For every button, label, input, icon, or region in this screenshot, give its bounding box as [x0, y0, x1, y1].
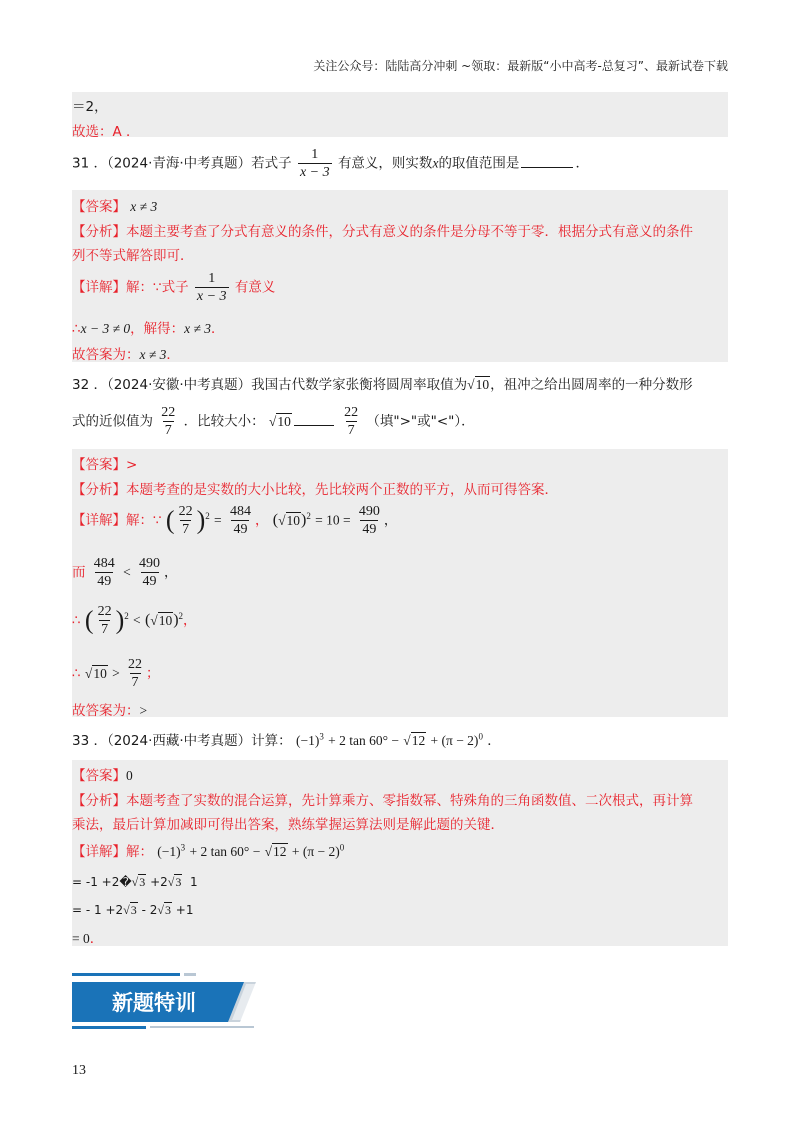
answer-value: 0 [126, 768, 133, 783]
answer-blank [294, 425, 334, 426]
paren: ) [173, 611, 179, 629]
garbled-glyph: � [119, 875, 132, 889]
exponent: 2 [178, 611, 184, 621]
paren: ( [272, 511, 279, 529]
exponent: 2 [205, 511, 210, 521]
section-banner [72, 970, 256, 1032]
radicand: 3 [139, 875, 146, 889]
greater-than: > [112, 665, 120, 681]
banner-top-line-short [184, 973, 196, 976]
frac-den: 7 [164, 423, 172, 438]
frac-num: 22 [97, 604, 112, 619]
q32-final [72, 699, 147, 719]
q31-number: 31 ．（2024·青海·中考真题）若式子 [72, 155, 292, 172]
q32-answer [72, 453, 137, 473]
exponent: 3 [180, 842, 186, 853]
final-label: 故答案为： [72, 703, 140, 719]
q33-answer [72, 764, 133, 784]
q33-step-3 [72, 927, 103, 947]
frac-num: 1 [208, 271, 216, 286]
q31-mid: 有意义，则实数 [337, 155, 433, 172]
semicolon: ； [146, 665, 160, 682]
equals: = 10 = [315, 512, 351, 528]
sqrt: √10 [467, 377, 490, 392]
paren: ( [165, 505, 175, 535]
q32-step-4 [72, 656, 160, 691]
frac-num: 490 [358, 504, 380, 519]
radicand: 12 [411, 733, 426, 748]
step-text: ，解得： [130, 321, 185, 337]
comma: ， [383, 512, 398, 529]
radicand: 10 [286, 512, 300, 528]
exponent: 2 [124, 611, 129, 621]
q32-l2-end: （填">"或"<"）． [366, 413, 475, 430]
exponent: 0 [339, 842, 345, 853]
q31-analysis-2 [72, 244, 194, 264]
q31-end: ． [575, 155, 589, 172]
banner-top-line [72, 973, 180, 976]
step-result: = 0 [72, 931, 90, 946]
frac-den: x − 3 [196, 289, 227, 304]
step-pre: 而 [72, 564, 86, 581]
q32-step-2 [72, 555, 178, 590]
radicand: 3 [175, 875, 182, 889]
analysis-tag: 【分析】 [72, 224, 126, 240]
answer-blank [521, 167, 573, 168]
frac-num: 490 [139, 556, 161, 571]
comma: ， [164, 564, 178, 581]
fraction [92, 555, 117, 590]
radicand: 10 [93, 665, 107, 681]
sqrt: √12 [264, 844, 287, 859]
less-than: < [123, 564, 131, 580]
less-than: < [133, 612, 141, 628]
step-part: 1 [190, 875, 198, 889]
comma: ， [183, 612, 197, 629]
q32-mid: ，祖冲之给出圆周率的一种分数形 [490, 377, 693, 393]
answer-tag: 【答案】 [72, 457, 126, 473]
final-label: 故答案为： [72, 347, 140, 363]
frac-den: 49 [142, 574, 157, 589]
sqrt: √10 [150, 612, 173, 628]
comma: ， [254, 512, 269, 529]
q32-stem-2 [72, 404, 475, 439]
expr-part: + (π − 2) [430, 733, 479, 748]
final-value: > [139, 703, 148, 718]
fraction [357, 503, 382, 538]
final-end: ． [166, 347, 180, 363]
expr-part: (−1) [157, 844, 181, 859]
q33-step-1 [72, 874, 198, 890]
answer-value: > [126, 457, 138, 473]
fraction [228, 503, 253, 538]
frac-num: 484 [229, 504, 251, 519]
detail-pre: 解： [126, 844, 153, 860]
prev-solution-block [72, 92, 728, 137]
frac-den: 7 [101, 622, 109, 637]
q31-final [72, 343, 180, 363]
analysis-text-2: 乘法，最后计算加减即可得出答案，熟练掌握运算法则是解此题的关键． [72, 817, 504, 833]
frac-num: 22 [178, 504, 193, 519]
therefore: ∴ [72, 321, 81, 337]
banner-bottom-line [72, 1026, 146, 1029]
analysis-text: 本题主要考查了分式有意义的条件，分式有意义的条件是分母不等于零．根据分式有意义的条件 [126, 224, 693, 240]
sqrt: √12 [403, 733, 426, 748]
radicand: 10 [475, 377, 490, 392]
q33-end: ． [487, 733, 501, 749]
paren: ) [115, 605, 125, 635]
paren: ( [144, 611, 151, 629]
detail-post: 有意义 [234, 279, 276, 296]
banner-title: 新题特训 [112, 991, 196, 1015]
paren: ) [301, 511, 307, 529]
sqrt: √3 [123, 903, 137, 917]
q32-stem-1 [72, 373, 693, 393]
detail-tag: 【详解】 [72, 279, 126, 296]
prev-equation [72, 95, 108, 115]
q31-answer [72, 195, 157, 215]
answer-tag: 【答案】 [72, 768, 126, 784]
paren: ( [84, 605, 94, 635]
banner-bottom-line-short [150, 1026, 254, 1028]
step-part: +2 [150, 875, 168, 889]
final-value: x ≠ 3 [139, 347, 167, 362]
expr-part: (−1) [295, 733, 320, 748]
step-part: = -1 +2 [72, 875, 120, 889]
q32-fraction [159, 404, 177, 439]
analysis-text: 本题考查了实数的混合运算，先计算乘方、零指数幂、特殊角的三角函数值、二次根式，再计算 [126, 793, 693, 809]
detail-tag: 【详解】 [72, 844, 126, 860]
q32-number: 32 ．（2024·安徽·中考真题）我国古代数学家张衡将圆周率取值为 [72, 377, 468, 393]
sqrt: √10 [84, 665, 107, 681]
analysis-text-2: 列不等式解答即可． [72, 248, 194, 264]
frac-num: 484 [93, 556, 115, 571]
fraction [126, 656, 144, 691]
answer-value: x ≠ 3 [130, 199, 158, 214]
prev-eq-text: ＝2， [72, 99, 108, 115]
q32-l2-pre: 式的近似值为 [72, 413, 153, 430]
q33-number: 33 ．（2024·西藏·中考真题）计算： [72, 733, 292, 749]
q33-stem [72, 729, 501, 749]
step-part: = - 1 +2 [72, 903, 124, 917]
q31-stem [72, 146, 589, 181]
frac-num: 22 [128, 657, 143, 672]
q32-detail [72, 503, 397, 538]
q31-detail [72, 270, 275, 305]
frac-den: 49 [97, 574, 112, 589]
q31-fraction [298, 146, 332, 181]
detail-pre: 解：∵式子 [126, 279, 189, 296]
sqrt: √3 [167, 875, 182, 889]
therefore: ∴ [72, 665, 81, 682]
radicand: 10 [277, 413, 291, 429]
frac-num: 1 [311, 147, 319, 162]
q32-l2-mid: ．比较大小： [183, 413, 265, 430]
frac-den: x − 3 [299, 165, 330, 180]
fraction [96, 603, 114, 638]
frac-num: 22 [344, 405, 359, 420]
step-result: x ≠ 3 [184, 321, 212, 336]
frac-den: 49 [362, 522, 377, 537]
prev-choice-text: 故选：A ． [72, 124, 140, 140]
step-part: +1 [175, 903, 194, 917]
q31-tail: 的取值范围是 [438, 155, 520, 172]
detail-tag: 【详解】 [72, 512, 126, 529]
radicand: 3 [164, 903, 171, 917]
sqrt: √10 [268, 413, 291, 429]
q33-analysis-1 [72, 789, 693, 809]
analysis-tag: 【分析】 [72, 793, 126, 809]
q31-detail-fraction [195, 270, 229, 305]
detail-pre: 解：∵ [126, 512, 162, 529]
step-expr: x − 3 ≠ 0 [80, 321, 131, 336]
frac-den: 7 [347, 423, 355, 438]
frac-den: 49 [233, 522, 248, 537]
expr-part: + (π − 2) [291, 844, 340, 859]
answer-tag: 【答案】 [72, 199, 126, 215]
page-header: 关注公众号：陆陆高分冲刺 ~领取：最新版“小中高考-总复习”、最新试卷下载 [313, 59, 728, 73]
analysis-text: 本题考查的是实数的大小比较，先比较两个正数的平方，从而可得答案． [126, 482, 558, 498]
q32-step-3 [72, 603, 197, 638]
prev-choice [72, 120, 140, 140]
sqrt: √10 [278, 512, 300, 528]
therefore: ∴ [72, 612, 81, 629]
step-end: ． [211, 321, 225, 337]
step-end: ． [89, 931, 104, 947]
step-part: - 2 [141, 903, 158, 917]
fraction [137, 555, 162, 590]
page-number: 13 [72, 1063, 86, 1078]
expr-part: + 2 tan 60° − [328, 733, 399, 748]
frac-den: 7 [131, 675, 139, 690]
q31-analysis-1 [72, 220, 693, 240]
q32-analysis [72, 478, 558, 498]
exponent: 2 [306, 511, 311, 521]
paren: ) [196, 505, 206, 535]
exponent: 3 [319, 731, 324, 742]
expr-part: + 2 tan 60° − [189, 844, 261, 859]
q31-var: x [432, 155, 439, 171]
q31-step [72, 317, 225, 337]
radicand: 3 [130, 903, 137, 917]
exponent: 0 [478, 731, 483, 742]
q33-analysis-2 [72, 813, 504, 833]
analysis-tag: 【分析】 [72, 482, 126, 498]
sqrt: √3 [131, 875, 146, 889]
q32-fraction-2 [342, 404, 360, 439]
q33-step-2 [72, 902, 193, 918]
q33-detail [72, 840, 344, 860]
radicand: 12 [273, 844, 287, 859]
equals: = [214, 512, 222, 528]
frac-num: 22 [161, 405, 176, 420]
radicand: 10 [158, 612, 173, 628]
frac-den: 7 [182, 522, 190, 537]
fraction [177, 503, 195, 538]
sqrt: √3 [157, 903, 171, 917]
